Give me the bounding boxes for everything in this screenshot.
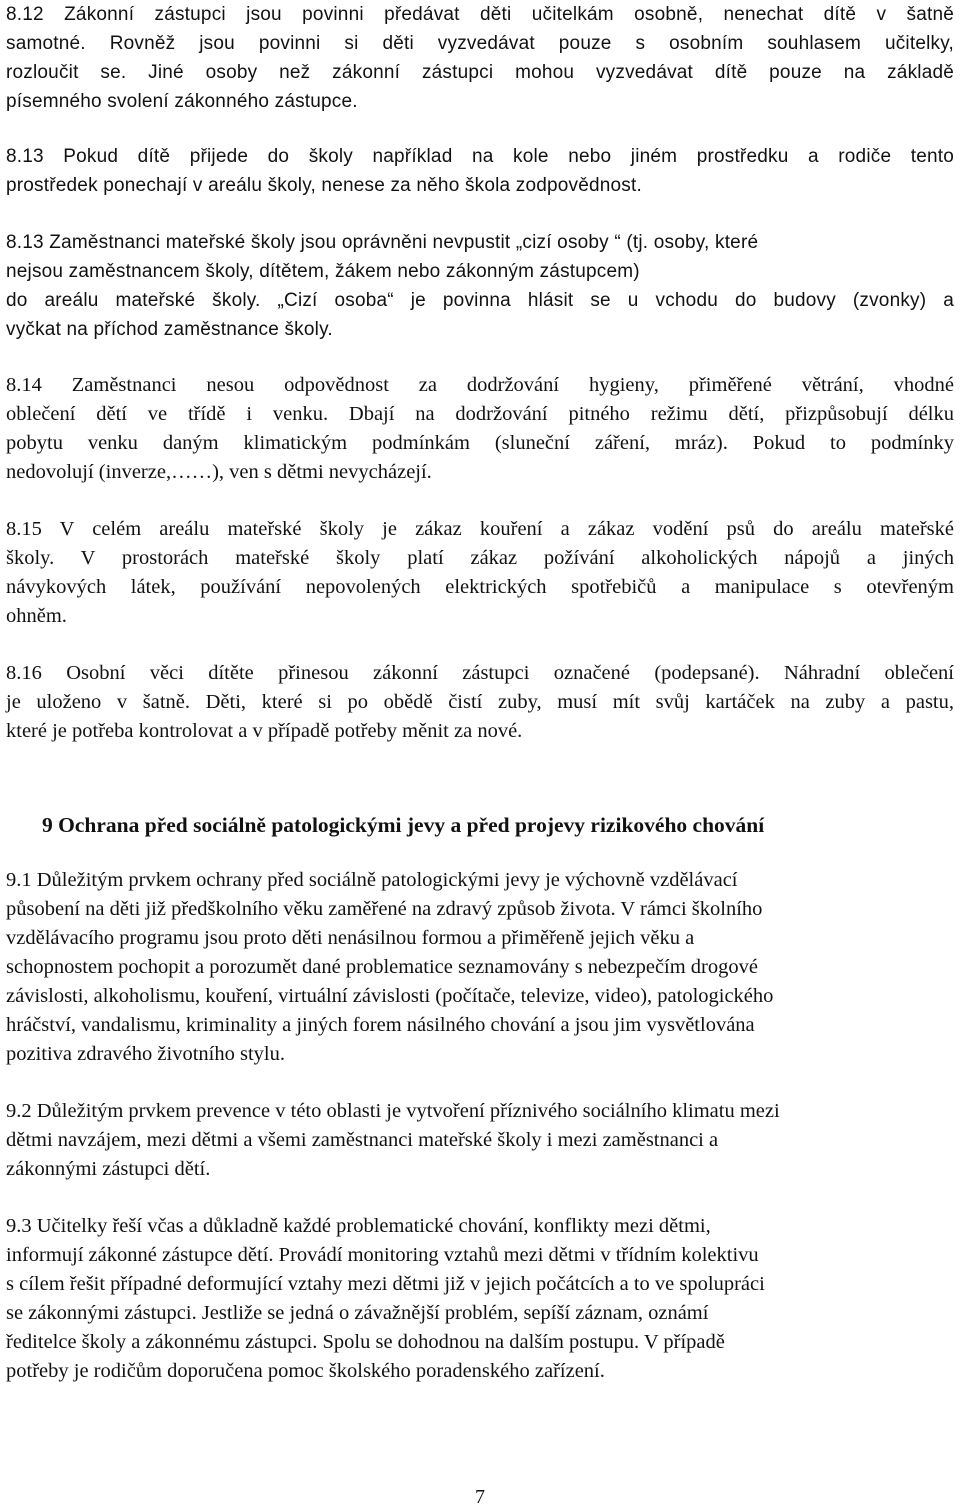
text-line: 8.16 Osobní věci dítěte přinesou zákonní zástupci označené (podepsané). Náhradní oblečení (6, 662, 954, 684)
text-line: písemného svolení zákonného zástupce. (6, 91, 358, 112)
text-line: školy. V prostorách mateřské školy platí zákaz požívání alkoholických nápojů a jiných (6, 547, 954, 569)
paragraph-8-12 (6, 0, 954, 116)
text-line: 9.1 Důležitým prvkem ochrany před sociálně patologickými jevy je výchovně vzdělávací (6, 869, 738, 891)
text-line: 9.3 Učitelky řeší včas a důkladně každé problematické chování, konflikty mezi dětmi, (6, 1215, 711, 1237)
text-line: rozloučit se. Jiné osoby než zákonní zástupci mohou vyzvedávat dítě pouze na základě (6, 62, 954, 83)
text-line: nedovolují (inverze,……), ven s dětmi nevycházejí. (6, 461, 432, 483)
paragraph-8-14 (6, 371, 954, 487)
text-line: ředitelce školy a zákonnému zástupci. Spolu se dohodnou na dalším postupu. V případě (6, 1331, 725, 1353)
text-line: hráčství, vandalismu, kriminality a jiných forem násilného chování a jsou jim vysvětlována (6, 1014, 755, 1036)
paragraph-8-13-bicycle (6, 142, 954, 200)
text-line: vzdělávacího programu jsou proto děti nenásilnou formou a přiměřeně jejich věku a (6, 927, 695, 949)
text-line: dětmi navzájem, mezi dětmi a všemi zaměstnanci mateřské školy i mezi zaměstnanci a (6, 1129, 719, 1151)
text-line: 9.2 Důležitým prvkem prevence v této oblasti je vytvoření příznivého sociálního klimatu mezi (6, 1100, 780, 1122)
text-line: závislosti, alkoholismu, kouření, virtuální závislosti (počítače, televize, video), patologického (6, 985, 774, 1007)
text-line: 8.13 Zaměstnanci mateřské školy jsou oprávněni nevpustit „cizí osoby “ (tj. osoby, které (6, 232, 759, 253)
text-line: které je potřeba kontrolovat a v případě potřeby měnit za nové. (6, 720, 523, 742)
page-number: 7 (475, 1486, 485, 1508)
paragraph-9-1 (6, 866, 954, 1069)
text-line: 8.14 Zaměstnanci nesou odpovědnost za dodržování hygieny, přiměřené větrání, vhodné (6, 374, 954, 396)
text-line: působení na děti již předškolního věku zaměřené na zdravý způsob života. V rámci školního (6, 898, 763, 920)
text-line: samotné. Rovněž jsou povinni si děti vyzvedávat pouze s osobním souhlasem učitelky, (6, 33, 954, 54)
text-line: se zákonnými zástupci. Jestliže se jedná o závažnější problém, sepíší záznam, oznámí (6, 1302, 709, 1324)
text-line: ohněm. (6, 605, 67, 627)
text-line: oblečení dětí ve třídě i venku. Dbají na dodržování pitného režimu dětí, přizpůsobují délku (6, 403, 954, 425)
text-line: je uloženo v šatně. Děti, které si po obědě čistí zuby, musí mít svůj kartáček na zuby a pastu, (6, 691, 954, 713)
text-line: 8.15 V celém areálu mateřské školy je zákaz kouření a zákaz vodění psů do areálu mateřské (6, 518, 954, 540)
text-line: zákonnými zástupci dětí. (6, 1158, 211, 1180)
text-line: 8.13 Pokud dítě přijede do školy například na kole nebo jiném prostředku a rodiče tento (6, 146, 954, 167)
paragraph-8-16 (6, 659, 954, 746)
text-line: návykových látek, používání nepovolených elektrických spotřebičů a manipulace s otevřeným (6, 576, 954, 598)
text-line: potřeby je rodičům doporučena pomoc školského poradenského zařízení. (6, 1360, 605, 1382)
paragraph-9-3 (6, 1212, 954, 1386)
paragraph-8-13-strangers (6, 228, 954, 344)
text-line: pozitiva zdravého životního stylu. (6, 1043, 285, 1065)
text-line: pobytu venku daným klimatickým podmínkám (sluneční záření, mráz). Pokud to podmínky (6, 432, 954, 454)
text-line: 8.12 Zákonní zástupci jsou povinni předávat děti učitelkám osobně, nenechat dítě v šatně (6, 4, 954, 25)
paragraph-8-15 (6, 515, 954, 631)
text-line: prostředek ponechají v areálu školy, nenese za něho škola zodpovědnost. (6, 175, 642, 196)
section-heading: 9 Ochrana před sociálně patologickými jevy a před projevy rizikového chování (42, 813, 765, 837)
text-line: vyčkat na příchod zaměstnance školy. (6, 319, 333, 340)
text-line: informují zákonné zástupce dětí. Provádí monitoring vztahů mezi dětmi v třídním kolektivu (6, 1244, 759, 1266)
text-line: nejsou zaměstnancem školy, dítětem, žákem nebo zákonným zástupcem) (6, 261, 640, 282)
text-line: s cílem řešit případné deformující vztahy mezi dětmi již v jejich počátcích a to ve spolupráci (6, 1273, 765, 1295)
text-line: schopnostem pochopit a porozumět dané problematice seznamovány s nebezpečím drogové (6, 956, 758, 978)
text-line: do areálu mateřské školy. „Cizí osoba“ je povinna hlásit se u vchodu do budovy (zvonky) a (6, 290, 954, 311)
paragraph-9-2 (6, 1097, 954, 1184)
